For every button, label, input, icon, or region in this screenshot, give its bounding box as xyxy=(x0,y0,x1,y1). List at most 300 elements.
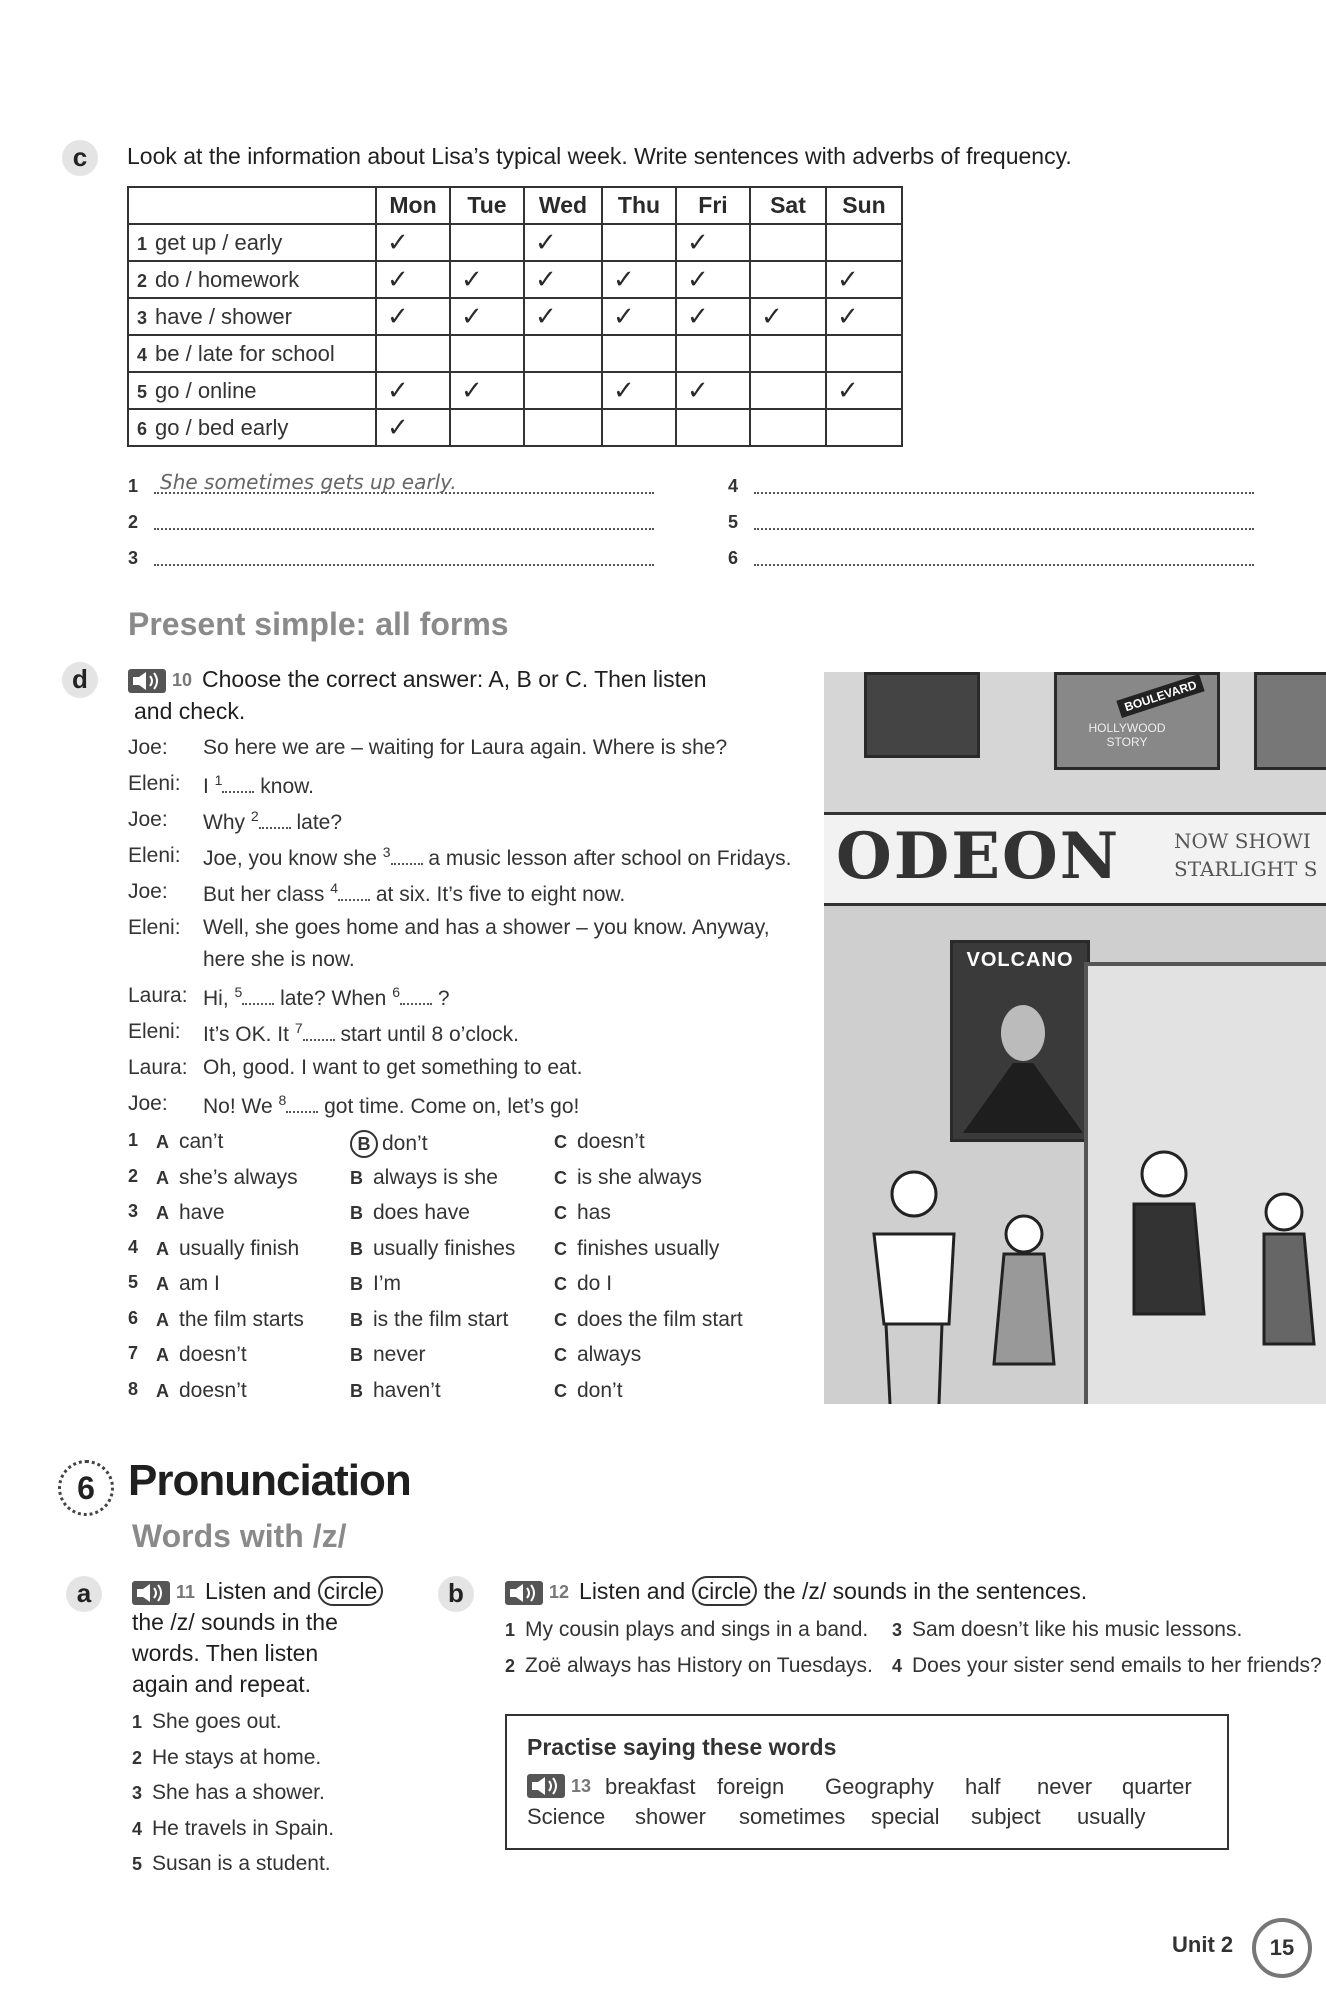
day-cell xyxy=(450,261,524,298)
option-letter: A xyxy=(156,1203,169,1223)
day-cell xyxy=(450,224,524,261)
item-number: 4 xyxy=(132,1818,143,1839)
dialogue-text xyxy=(203,948,355,972)
instruction-text: Listen and xyxy=(205,1578,312,1604)
pronunciation-item xyxy=(132,1852,331,1876)
gap-blank[interactable] xyxy=(400,1003,432,1005)
option-letter: C xyxy=(554,1132,567,1152)
option-letter: A xyxy=(156,1274,169,1294)
option-letter: A xyxy=(156,1167,169,1188)
day-header: Sun xyxy=(826,187,902,224)
dialogue-pre: Joe, you know she xyxy=(203,847,383,870)
option-text: always xyxy=(577,1343,642,1366)
activity-label: do / homework xyxy=(155,266,300,292)
day-cell xyxy=(602,372,676,409)
practise-title: Practise saying these words xyxy=(527,1734,837,1760)
activity-cell xyxy=(128,335,376,372)
item-number: 5 xyxy=(132,1854,143,1874)
option-a[interactable] xyxy=(156,1166,298,1190)
gap-blank[interactable] xyxy=(391,863,423,865)
poster-boulevard-label: BOULEVARD xyxy=(1116,674,1204,718)
check-mark-icon: ✓ xyxy=(837,301,859,331)
option-letter: B xyxy=(350,1238,363,1259)
practise-word: special xyxy=(871,1804,940,1829)
dialogue-post: got time. Come on, let’s go! xyxy=(318,1095,580,1118)
dialogue-post: a music lesson after school on Fridays. xyxy=(422,847,792,870)
option-text: does have xyxy=(373,1201,470,1224)
day-cell xyxy=(376,409,450,446)
day-header: Sat xyxy=(750,187,826,224)
day-cell xyxy=(524,298,602,335)
option-number: 4 xyxy=(128,1236,139,1257)
item-number: 3 xyxy=(892,1620,903,1640)
answer-line[interactable] xyxy=(154,564,654,566)
day-cell xyxy=(450,372,524,409)
day-header: Tue xyxy=(450,187,524,224)
answer-number: 3 xyxy=(128,548,139,568)
speaker-name: Laura: xyxy=(128,1056,188,1079)
option-c[interactable] xyxy=(554,1130,645,1154)
practise-word: never xyxy=(1037,1774,1093,1799)
option-text: usually finishes xyxy=(373,1236,516,1260)
gap-number: 5 xyxy=(234,984,243,1000)
answer-line[interactable] xyxy=(754,492,1254,494)
gap-number: 4 xyxy=(330,880,339,896)
item-text: He stays at home. xyxy=(152,1745,322,1769)
option-text: finishes usually xyxy=(577,1236,720,1260)
item-text: Does your sister send emails to her friends? xyxy=(912,1654,1322,1677)
film-poster xyxy=(864,672,980,758)
option-c[interactable] xyxy=(554,1308,743,1332)
dialogue-text xyxy=(203,984,450,1011)
option-letter: C xyxy=(554,1203,567,1223)
option-letter: A xyxy=(156,1380,169,1401)
option-a[interactable] xyxy=(156,1308,304,1332)
cinema-illustration xyxy=(824,672,1326,1404)
check-mark-icon: ✓ xyxy=(687,264,709,294)
activity-label: have / shower xyxy=(155,303,292,329)
track-number: 10 xyxy=(172,670,193,691)
check-mark-icon: ✓ xyxy=(837,375,859,405)
item-text: She goes out. xyxy=(152,1710,282,1733)
option-text: never xyxy=(373,1343,426,1366)
check-mark-icon: ✓ xyxy=(837,264,859,294)
gap-number: 6 xyxy=(392,984,400,1000)
day-cell xyxy=(676,298,750,335)
check-mark-icon: ✓ xyxy=(687,301,709,331)
answer-number: 1 xyxy=(128,476,139,496)
option-text: I’m xyxy=(373,1272,401,1295)
day-cell xyxy=(676,261,750,298)
speaker-name: Joe: xyxy=(128,880,168,903)
option-text: doesn’t xyxy=(179,1343,247,1366)
audio-speaker-icon[interactable] xyxy=(132,1581,170,1605)
option-a[interactable] xyxy=(156,1237,299,1261)
practise-word: sometimes xyxy=(739,1804,846,1829)
option-a[interactable] xyxy=(156,1130,223,1154)
answer-number: 5 xyxy=(728,512,739,532)
option-letter: C xyxy=(554,1380,567,1401)
answer-text: She sometimes gets up early. xyxy=(160,470,457,494)
option-text: don’t xyxy=(382,1132,428,1155)
circle-word: circle xyxy=(318,1576,384,1606)
check-mark-icon: ✓ xyxy=(761,301,783,331)
dialogue xyxy=(128,736,808,1126)
day-cell xyxy=(450,335,524,372)
option-b[interactable] xyxy=(350,1379,441,1403)
dialogue-text xyxy=(203,844,791,871)
option-text: doesn’t xyxy=(577,1130,645,1153)
part-a-instruction-line1 xyxy=(132,1576,383,1608)
table-row xyxy=(128,224,902,261)
check-mark-icon: ✓ xyxy=(461,375,483,405)
item-number: 4 xyxy=(892,1656,903,1676)
dialogue-post: late? xyxy=(290,811,343,834)
section-title: Pronunciation xyxy=(128,1456,411,1505)
check-mark-icon: ✓ xyxy=(613,375,635,405)
day-cell xyxy=(602,261,676,298)
table-row xyxy=(128,409,902,446)
day-cell xyxy=(750,224,826,261)
dialogue-pre: Hi, xyxy=(203,987,235,1010)
audio-speaker-icon[interactable] xyxy=(527,1774,565,1798)
item-text: She has a shower. xyxy=(152,1781,325,1804)
check-mark-icon: ✓ xyxy=(387,375,409,405)
dialogue-text xyxy=(203,880,625,907)
practise-word: shower xyxy=(635,1804,706,1829)
day-cell xyxy=(602,409,676,446)
day-cell xyxy=(676,335,750,372)
option-a[interactable] xyxy=(156,1272,220,1296)
audio-speaker-icon[interactable] xyxy=(128,669,166,693)
day-cell xyxy=(750,372,826,409)
cinema-marquee xyxy=(824,812,1326,906)
speaker-name: Joe: xyxy=(128,1092,168,1115)
option-text: is she always xyxy=(577,1165,702,1189)
check-mark-icon: ✓ xyxy=(387,264,409,294)
poster-hollywood-label: HOLLYWOOD STORY xyxy=(1088,721,1166,749)
option-a[interactable] xyxy=(156,1379,247,1403)
day-cell xyxy=(750,298,826,335)
dialogue-post: know. xyxy=(254,775,315,798)
option-text: do I xyxy=(577,1272,613,1295)
pronunciation-subheading: Words with /z/ xyxy=(132,1518,347,1554)
part-a-instruction-line3: words. Then listen xyxy=(132,1640,319,1666)
instruction-text-end: the /z/ sounds in the sentences. xyxy=(763,1578,1088,1604)
section-letter-c: c xyxy=(62,140,98,176)
gap-number: 2 xyxy=(250,808,259,824)
item-number: 2 xyxy=(132,1747,143,1768)
item-text: Sam doesn’t like his music lessons. xyxy=(912,1618,1243,1641)
track-number: 13 xyxy=(571,1775,592,1796)
dialogue-pre: But her class xyxy=(203,883,331,906)
gap-number: 8 xyxy=(278,1092,287,1108)
check-mark-icon: ✓ xyxy=(687,375,709,405)
day-cell xyxy=(676,372,750,409)
day-cell xyxy=(826,372,902,409)
day-cell xyxy=(450,298,524,335)
day-cell xyxy=(826,224,902,261)
option-letter: C xyxy=(554,1167,567,1188)
dialogue-text xyxy=(203,1092,579,1119)
pronunciation-item xyxy=(132,1781,325,1805)
item-text: My cousin plays and sings in a band. xyxy=(525,1618,869,1641)
day-cell xyxy=(524,409,602,446)
option-number: 2 xyxy=(128,1165,139,1186)
day-cell xyxy=(450,409,524,446)
row-number: 1 xyxy=(137,233,148,254)
audio-speaker-icon[interactable] xyxy=(505,1581,543,1605)
activity-cell xyxy=(128,298,376,335)
row-number: 6 xyxy=(137,418,148,439)
section-letter-b: b xyxy=(438,1576,474,1612)
practise-word: foreign xyxy=(717,1774,785,1799)
answer-options xyxy=(128,1130,788,1402)
practise-word: Science xyxy=(527,1804,606,1829)
item-number: 3 xyxy=(132,1783,143,1803)
check-mark-icon: ✓ xyxy=(535,301,557,331)
day-cell xyxy=(524,372,602,409)
day-cell xyxy=(602,298,676,335)
check-mark-icon: ✓ xyxy=(687,227,709,257)
dialogue-post: late? When xyxy=(274,987,393,1010)
option-letter: B xyxy=(350,1274,363,1294)
day-cell xyxy=(524,335,602,372)
option-c[interactable] xyxy=(554,1343,641,1367)
option-text: has xyxy=(577,1201,611,1224)
pronunciation-sentence xyxy=(505,1618,868,1642)
speaker-name: Joe: xyxy=(128,808,168,831)
frequency-table xyxy=(127,186,903,447)
option-b[interactable] xyxy=(350,1166,498,1190)
gap-blank[interactable] xyxy=(286,1111,318,1113)
gap-blank[interactable] xyxy=(303,1039,335,1041)
practise-word: half xyxy=(965,1774,1001,1799)
pronunciation-item xyxy=(132,1710,282,1734)
table-row xyxy=(128,335,902,372)
option-letter: A xyxy=(156,1238,169,1259)
day-cell xyxy=(826,335,902,372)
option-text: she’s always xyxy=(179,1165,298,1189)
dialogue-text xyxy=(203,916,770,940)
row-number: 2 xyxy=(137,270,148,291)
dialogue-text xyxy=(203,736,727,760)
section-d-instruction-line2: and check. xyxy=(134,698,246,724)
circle-word: circle xyxy=(692,1576,758,1606)
option-b[interactable] xyxy=(350,1237,515,1261)
pronunciation-item xyxy=(132,1817,334,1841)
option-c[interactable] xyxy=(554,1272,612,1296)
option-letter: B xyxy=(350,1309,363,1330)
speaker-name: Joe: xyxy=(128,736,168,759)
option-letter: A xyxy=(156,1132,169,1152)
option-c[interactable] xyxy=(554,1201,611,1225)
day-cell xyxy=(826,261,902,298)
check-mark-icon: ✓ xyxy=(461,301,483,331)
day-header: Fri xyxy=(676,187,750,224)
marquee-text-line2: STARLIGHT S xyxy=(1174,857,1318,881)
option-b[interactable] xyxy=(350,1308,508,1332)
section-d-instruction xyxy=(128,664,707,696)
option-number: 7 xyxy=(128,1343,139,1363)
day-cell xyxy=(524,224,602,261)
activity-cell xyxy=(128,409,376,446)
dialogue-text xyxy=(203,808,342,835)
dialogue-pre: It’s OK. It xyxy=(203,1023,295,1046)
speaker-name: Eleni: xyxy=(128,1020,181,1043)
option-a[interactable] xyxy=(156,1343,247,1367)
dialogue-pre: No! We xyxy=(203,1095,279,1118)
option-text: doesn’t xyxy=(179,1378,247,1402)
answer-line[interactable] xyxy=(754,528,1254,530)
gap-blank[interactable] xyxy=(259,827,291,829)
option-b[interactable] xyxy=(350,1343,426,1367)
option-text: am I xyxy=(179,1272,220,1295)
option-letter: A xyxy=(156,1309,169,1330)
option-text: don’t xyxy=(577,1378,623,1402)
practise-word: Geography xyxy=(825,1774,934,1799)
film-poster-portrait xyxy=(1254,672,1326,770)
option-c[interactable] xyxy=(554,1237,719,1261)
option-c[interactable] xyxy=(554,1379,623,1403)
dialogue-post: ? xyxy=(432,987,450,1010)
day-header: Thu xyxy=(602,187,676,224)
option-text: haven’t xyxy=(373,1378,441,1402)
row-number: 5 xyxy=(137,381,148,402)
unit-label: Unit 2 xyxy=(1172,1932,1234,1957)
option-c[interactable] xyxy=(554,1166,702,1190)
option-b[interactable] xyxy=(350,1201,470,1225)
section-number-badge: 6 xyxy=(58,1460,114,1516)
day-cell xyxy=(750,335,826,372)
option-text: usually finish xyxy=(179,1236,300,1260)
part-b-instruction xyxy=(505,1576,1087,1608)
people-drawing xyxy=(824,944,1326,1404)
activity-cell xyxy=(128,372,376,409)
instruction-text: Choose the correct answer: A, B or C. Then listen xyxy=(202,666,707,692)
answer-line[interactable] xyxy=(154,528,654,530)
pronunciation-sentence xyxy=(892,1654,1322,1678)
table-header-row xyxy=(128,187,902,224)
dialogue-text xyxy=(203,1056,582,1080)
dialogue-pre: Well, she goes home and has a shower – you know. Anyway, xyxy=(203,916,770,939)
practise-word: breakfast xyxy=(605,1774,696,1799)
answer-number: 2 xyxy=(128,512,139,532)
table-row xyxy=(128,372,902,409)
speaker-name: Eleni: xyxy=(128,916,181,939)
item-number: 1 xyxy=(505,1620,516,1640)
dialogue-text xyxy=(203,772,314,799)
check-mark-icon: ✓ xyxy=(461,264,483,294)
grammar-heading: Present simple: all forms xyxy=(128,606,509,642)
option-letter: B xyxy=(350,1130,378,1158)
check-mark-icon: ✓ xyxy=(613,301,635,331)
speaker-name: Laura: xyxy=(128,984,188,1007)
activity-label: go / bed early xyxy=(155,414,289,440)
answer-line[interactable] xyxy=(754,564,1254,566)
instruction-text: Listen and xyxy=(579,1578,686,1604)
option-letter: C xyxy=(554,1238,567,1259)
table-row xyxy=(128,298,902,335)
option-b[interactable] xyxy=(350,1272,401,1296)
day-cell xyxy=(750,261,826,298)
dialogue-pre: Oh, good. I want to get something to eat. xyxy=(203,1056,583,1079)
item-number: 2 xyxy=(505,1656,516,1676)
option-text: the film starts xyxy=(179,1307,304,1331)
answer-number: 4 xyxy=(728,476,739,496)
item-number: 1 xyxy=(132,1712,143,1732)
day-cell xyxy=(602,224,676,261)
option-text: is the film start xyxy=(373,1307,509,1331)
section-c-instruction: Look at the information about Lisa’s typical week. Write sentences with adverbs of frequency. xyxy=(127,143,1072,169)
row-number: 4 xyxy=(137,344,148,365)
pronunciation-sentence xyxy=(892,1618,1242,1642)
track-number: 11 xyxy=(176,1582,196,1603)
check-mark-icon: ✓ xyxy=(387,301,409,331)
poster-volcano-label: VOLCANO xyxy=(966,949,1074,971)
check-mark-icon: ✓ xyxy=(535,227,557,257)
dialogue-pre: I xyxy=(203,775,215,798)
option-text: have xyxy=(179,1201,225,1224)
check-mark-icon: ✓ xyxy=(613,264,635,294)
option-text: does the film start xyxy=(577,1307,743,1331)
day-cell xyxy=(376,224,450,261)
section-letter-d: d xyxy=(62,662,98,698)
check-mark-icon: ✓ xyxy=(387,412,409,442)
activity-label: get up / early xyxy=(155,229,283,255)
practise-word: quarter xyxy=(1122,1774,1192,1799)
option-number: 5 xyxy=(128,1272,139,1292)
day-cell xyxy=(376,372,450,409)
speaker-name: Eleni: xyxy=(128,772,181,795)
option-b[interactable] xyxy=(350,1130,428,1158)
day-header: Mon xyxy=(376,187,450,224)
page-number: 15 xyxy=(1252,1918,1312,1978)
dialogue-post: at six. It’s five to eight now. xyxy=(370,883,626,906)
speaker-name: Eleni: xyxy=(128,844,181,867)
activity-cell xyxy=(128,261,376,298)
practise-box xyxy=(505,1714,1229,1850)
activity-cell xyxy=(128,224,376,261)
gap-blank[interactable] xyxy=(242,1003,274,1005)
cinema-name: ODEON xyxy=(836,819,1121,894)
gap-number: 7 xyxy=(294,1020,303,1036)
day-cell xyxy=(524,261,602,298)
item-text: He travels in Spain. xyxy=(152,1816,335,1840)
option-letter: C xyxy=(554,1274,567,1294)
frequency-table-body xyxy=(128,224,902,446)
gap-blank[interactable] xyxy=(338,899,370,901)
option-number: 1 xyxy=(128,1130,139,1150)
day-cell xyxy=(750,409,826,446)
row-number: 3 xyxy=(137,307,148,328)
section-letter-a: a xyxy=(66,1576,102,1612)
item-text: Zoë always has History on Tuesdays. xyxy=(525,1654,873,1677)
day-cell xyxy=(376,335,450,372)
option-letter: B xyxy=(350,1167,363,1188)
option-text: can’t xyxy=(179,1130,224,1153)
practise-row-1 xyxy=(527,1774,601,1798)
option-a[interactable] xyxy=(156,1201,225,1225)
practise-word: usually xyxy=(1077,1804,1146,1829)
gap-blank[interactable] xyxy=(222,791,254,793)
pronunciation-item xyxy=(132,1746,321,1770)
option-text: always is she xyxy=(373,1165,498,1189)
answer-number: 6 xyxy=(728,548,739,568)
option-letter: C xyxy=(554,1345,567,1365)
part-a-instruction-line4: again and repeat. xyxy=(132,1671,312,1697)
table-row xyxy=(128,261,902,298)
